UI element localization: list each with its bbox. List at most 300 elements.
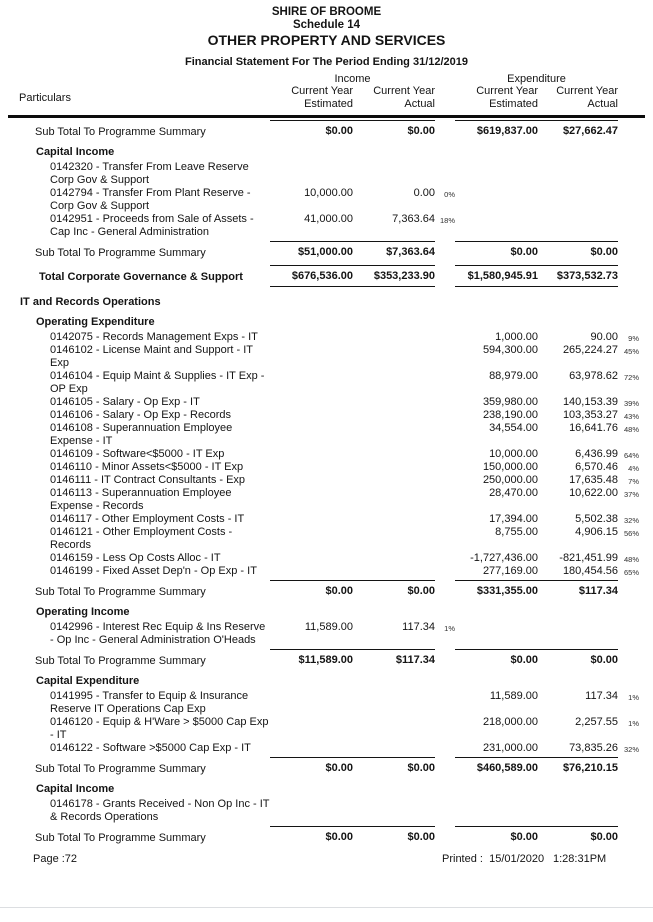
income-percent-value — [435, 474, 455, 477]
account-row — [0, 474, 653, 487]
account-label-line2: Corp Gov & Support — [50, 173, 150, 186]
income-estimated-value — [270, 422, 353, 423]
expenditure-percent-value: 32% — [623, 744, 639, 754]
income-estimated-header-line1: Current Year — [291, 85, 353, 97]
expenditure-actual-value: -821,451.99 — [559, 551, 618, 564]
income-actual-header-line2: Actual — [404, 98, 435, 110]
expenditure-percent-value — [618, 187, 639, 190]
expenditure-estimated-value: 150,000.00 — [482, 460, 538, 473]
account-label — [0, 344, 270, 370]
expenditure-estimated-value: 359,980.00 — [482, 395, 538, 408]
expenditure-percent-value: 48% — [623, 424, 639, 434]
expenditure-actual-total: $0.00 — [538, 826, 618, 844]
income-percent-value — [435, 487, 455, 490]
expenditure-percent-value: 48% — [623, 554, 639, 564]
account-label-line1: 0146105 - Salary - Op Exp - IT — [50, 395, 200, 408]
account-row — [0, 396, 653, 409]
income-estimated-total: $0.00 — [270, 826, 353, 844]
expenditure-estimated-value — [455, 161, 538, 162]
account-label-line1: 0142320 - Transfer From Leave Reserve — [50, 160, 249, 173]
income-actual-value — [353, 798, 435, 799]
account-label-line1: 0142951 - Proceeds from Sale of Assets - — [50, 212, 254, 225]
expenditure-actual-value: 6,436.99 — [575, 447, 618, 460]
expenditure-estimated-total: $619,837.00 — [455, 120, 538, 138]
expenditure-estimated-value: 238,190.00 — [482, 408, 538, 421]
account-label — [0, 487, 270, 513]
income-percent-value — [435, 565, 455, 568]
account-row — [0, 552, 653, 565]
subtotal-label: Sub Total To Programme Summary — [35, 654, 206, 667]
expenditure-estimated-total: $460,589.00 — [455, 757, 538, 775]
account-label — [0, 187, 270, 213]
income-estimated-header — [270, 85, 353, 111]
expenditure-percent-value: 7% — [628, 476, 639, 486]
expenditure-actual-value: 10,622.00 — [569, 486, 618, 499]
expenditure-actual-total: $0.00 — [538, 241, 618, 259]
account-label-line1: 0146113 - Superannuation Employee — [50, 486, 232, 499]
expenditure-actual-value — [538, 798, 618, 799]
expenditure-estimated-value — [455, 621, 538, 622]
account-row — [0, 716, 653, 742]
expenditure-percent-value — [618, 621, 639, 624]
account-label-line1: 0146106 - Salary - Op Exp - Records — [50, 408, 231, 421]
income-percent-value — [435, 161, 455, 164]
expenditure-percent-header-spacer — [618, 85, 639, 86]
account-row — [0, 798, 653, 824]
income-estimated-value — [270, 565, 353, 566]
expenditure-percent-value: 1% — [628, 692, 639, 702]
income-actual-value — [353, 474, 435, 475]
subtotal-row — [0, 580, 653, 599]
expenditure-actual-header — [538, 85, 618, 111]
expenditure-group-header: Expenditure — [507, 73, 566, 85]
section-heading: Capital Income — [36, 145, 115, 158]
income-estimated-value — [270, 552, 353, 553]
account-label-line1: 0146109 - Software<$5000 - IT Exp — [50, 447, 225, 460]
account-label — [0, 526, 270, 552]
income-actual-value: 7,363.64 — [392, 212, 435, 225]
expenditure-actual-value: 73,835.26 — [569, 741, 618, 754]
expenditure-actual-value: 4,906.15 — [575, 525, 618, 538]
account-label-line2: - IT — [50, 728, 67, 741]
group-spacer — [0, 73, 270, 74]
income-actual-value — [353, 422, 435, 423]
income-estimated-value — [270, 331, 353, 332]
income-actual-value: 117.34 — [402, 620, 435, 633]
expenditure-estimated-value: -1,727,436.00 — [470, 551, 538, 564]
percent-spacer — [435, 120, 455, 127]
account-label — [0, 716, 270, 742]
income-estimated-total: $0.00 — [270, 120, 353, 138]
expenditure-estimated-header — [455, 85, 538, 111]
expenditure-estimated-value: 218,000.00 — [482, 715, 538, 728]
account-label-line1: 0146104 - Equip Maint & Supplies - IT Exp - — [50, 369, 265, 382]
income-estimated-total: $11,589.00 — [270, 649, 353, 667]
income-percent-value — [435, 422, 455, 425]
percent-spacer — [618, 580, 639, 587]
income-estimated-value — [270, 448, 353, 449]
income-estimated-value: 11,589.00 — [304, 620, 353, 633]
income-actual-total: $0.00 — [353, 757, 435, 775]
income-percent-value: 18% — [439, 215, 455, 225]
income-actual-value — [353, 716, 435, 717]
account-label-line2: Expense - IT — [50, 434, 113, 447]
account-row — [0, 331, 653, 344]
expenditure-actual-value: 265,224.27 — [562, 343, 618, 356]
income-actual-value — [353, 487, 435, 488]
expenditure-estimated-value — [455, 187, 538, 188]
subtotal-row — [0, 241, 653, 260]
income-actual-value — [353, 161, 435, 162]
income-percent-value — [435, 344, 455, 347]
expenditure-estimated-value: 8,755.00 — [495, 525, 538, 538]
header-rule — [8, 115, 645, 118]
account-label-line2: Corp Gov & Support — [50, 199, 150, 212]
expenditure-estimated-value: 277,169.00 — [482, 564, 538, 577]
income-percent-value — [435, 552, 455, 555]
income-actual-total: $0.00 — [353, 580, 435, 598]
column-header-row — [0, 85, 653, 111]
subtotal-label: Sub Total To Programme Summary — [35, 585, 206, 598]
account-label-line1: 0146121 - Other Employment Costs - — [50, 525, 233, 538]
expenditure-percent-value — [618, 798, 639, 801]
account-label — [0, 690, 270, 716]
income-percent-value — [435, 798, 455, 801]
income-estimated-value — [270, 742, 353, 743]
expenditure-estimated-total: $0.00 — [455, 826, 538, 844]
account-label-line2: & Records Operations — [50, 810, 159, 823]
schedule-title: Schedule 14 — [292, 19, 361, 31]
expenditure-percent-value: 64% — [623, 450, 639, 460]
account-label — [0, 474, 270, 487]
account-label — [0, 213, 270, 239]
income-estimated-total: $51,000.00 — [270, 241, 353, 259]
account-label — [0, 621, 270, 647]
programme-heading: IT and Records Operations — [20, 295, 161, 308]
income-estimated-value — [270, 716, 353, 717]
income-actual-total: $0.00 — [353, 120, 435, 138]
income-actual-header — [353, 85, 435, 111]
account-row — [0, 344, 653, 370]
account-row — [0, 487, 653, 513]
income-actual-value — [353, 344, 435, 345]
income-estimated-value — [270, 798, 353, 799]
expenditure-actual-value: 180,454.56 — [562, 564, 618, 577]
account-label — [0, 409, 270, 422]
percent-spacer — [618, 120, 639, 127]
income-actual-total: $353,233.90 — [353, 265, 435, 287]
section-heading: Operating Income — [36, 605, 130, 618]
percent-spacer — [618, 265, 639, 268]
account-row — [0, 422, 653, 448]
income-actual-value — [353, 448, 435, 449]
account-row — [0, 742, 653, 755]
account-label-line1: 0146199 - Fixed Asset Dep'n - Op Exp - IT — [50, 564, 257, 577]
income-actual-total: $117.34 — [353, 649, 435, 667]
account-label — [0, 461, 270, 474]
report-title: OTHER PROPERTY AND SERVICES — [207, 32, 446, 48]
percent-spacer — [618, 241, 639, 248]
expenditure-actual-total: $76,210.15 — [538, 757, 618, 775]
percent-spacer — [435, 265, 455, 268]
income-estimated-value — [270, 396, 353, 397]
expenditure-actual-value: 6,570.46 — [575, 460, 618, 473]
account-row — [0, 213, 653, 239]
percent-spacer — [435, 757, 455, 764]
account-row — [0, 448, 653, 461]
report-header — [0, 0, 653, 68]
account-label — [0, 742, 270, 755]
income-actual-value — [353, 396, 435, 397]
report-subtitle: Financial Statement For The Period Ending 31/12/2019 — [184, 56, 469, 68]
expenditure-actual-value: 90.00 — [590, 330, 618, 343]
income-estimated-value — [270, 461, 353, 462]
account-label-line1: 0146122 - Software >$5000 Cap Exp - IT — [50, 741, 251, 754]
expenditure-estimated-value: 231,000.00 — [482, 741, 538, 754]
percent-spacer — [435, 580, 455, 587]
expenditure-estimated-value: 594,300.00 — [482, 343, 538, 356]
subtotal-row — [0, 826, 653, 845]
income-actual-value — [353, 513, 435, 514]
income-actual-value — [353, 331, 435, 332]
expenditure-estimated-total: $0.00 — [455, 649, 538, 667]
account-label-line1: 0146111 - IT Contract Consultants - Exp — [50, 473, 246, 486]
account-label — [0, 798, 270, 824]
expenditure-actual-header-line1: Current Year — [556, 85, 618, 97]
income-percent-value — [435, 331, 455, 334]
expenditure-actual-value: 2,257.55 — [575, 715, 618, 728]
income-estimated-value: 10,000.00 — [304, 186, 353, 199]
expenditure-actual-total: $27,662.47 — [538, 120, 618, 138]
income-estimated-value — [270, 370, 353, 371]
income-percent-value — [435, 461, 455, 464]
expenditure-percent-value: 9% — [628, 333, 639, 343]
expenditure-actual-value — [538, 161, 618, 162]
income-estimated-value — [270, 344, 353, 345]
account-label — [0, 161, 270, 187]
expenditure-percent-value: 56% — [623, 528, 639, 538]
income-estimated-value: 41,000.00 — [304, 212, 353, 225]
subtotal-row — [0, 120, 653, 139]
report-rows — [0, 120, 653, 845]
expenditure-percent-value: 65% — [623, 567, 639, 577]
expenditure-estimated-value: 28,470.00 — [489, 486, 538, 499]
account-label-line1: 0146108 - Superannuation Employee — [50, 421, 233, 434]
printed-date: 15/01/2020 — [489, 853, 545, 865]
percent-spacer — [618, 649, 639, 656]
expenditure-percent-value: 72% — [623, 372, 639, 382]
percent-spacer — [435, 649, 455, 656]
expenditure-actual-value — [538, 187, 618, 188]
expenditure-percent-value: 1% — [628, 718, 639, 728]
percent-spacer — [435, 826, 455, 833]
page-number: Page :72 — [33, 853, 78, 865]
expenditure-percent-value — [618, 213, 639, 216]
income-estimated-total: $0.00 — [270, 757, 353, 775]
income-actual-value — [353, 370, 435, 371]
account-row — [0, 513, 653, 526]
account-label-line2: Expense - Records — [50, 499, 144, 512]
account-label-line2: OP Exp — [50, 382, 88, 395]
expenditure-actual-value: 117.34 — [585, 689, 618, 702]
income-actual-total: $0.00 — [353, 826, 435, 844]
subtotal-label: Sub Total To Programme Summary — [35, 762, 206, 775]
expenditure-estimated-total: $331,355.00 — [455, 580, 538, 598]
expenditure-estimated-value: 250,000.00 — [482, 473, 538, 486]
expenditure-estimated-header-line2: Estimated — [489, 98, 538, 110]
expenditure-percent-value: 4% — [628, 463, 639, 473]
account-label-line1: 0141995 - Transfer to Equip & Insurance — [50, 689, 249, 702]
expenditure-actual-value: 5,502.38 — [575, 512, 618, 525]
income-percent-value — [435, 526, 455, 529]
expenditure-percent-value: 37% — [623, 489, 639, 499]
percent-spacer — [618, 757, 639, 764]
column-group-row — [0, 73, 653, 85]
account-label-line2: Records — [50, 538, 91, 551]
account-row — [0, 621, 653, 647]
income-estimated-header-line2: Estimated — [304, 98, 353, 110]
income-estimated-total: $676,536.00 — [270, 265, 353, 287]
subtotal-row — [0, 649, 653, 668]
income-estimated-value — [270, 526, 353, 527]
account-label — [0, 331, 270, 344]
account-row — [0, 526, 653, 552]
account-row — [0, 370, 653, 396]
income-actual-value — [353, 690, 435, 691]
expenditure-actual-value: 63,978.62 — [569, 369, 618, 382]
income-actual-value: 0.00 — [413, 186, 435, 199]
income-percent-value — [435, 513, 455, 516]
expenditure-estimated-value: 1,000.00 — [495, 330, 538, 343]
subtotal-label: Sub Total To Programme Summary — [35, 831, 206, 844]
expenditure-actual-value — [538, 213, 618, 214]
account-row — [0, 409, 653, 422]
account-label-line2: - Op Inc - General Administration O'Heads — [50, 633, 256, 646]
income-actual-header-line1: Current Year — [373, 85, 435, 97]
printed-stamp — [442, 853, 544, 866]
expenditure-estimated-value — [455, 213, 538, 214]
subtotal-label: Sub Total To Programme Summary — [35, 125, 206, 138]
income-actual-value — [353, 565, 435, 566]
expenditure-percent-value: 32% — [623, 515, 639, 525]
income-percent-value — [435, 370, 455, 373]
account-row — [0, 187, 653, 213]
account-label-line1: 0142075 - Records Management Exps - IT — [50, 330, 258, 343]
expenditure-estimated-header-line1: Current Year — [476, 85, 538, 97]
expenditure-estimated-value: 17,394.00 — [489, 512, 538, 525]
account-row — [0, 461, 653, 474]
account-label-line2: Cap Inc - General Administration — [50, 225, 209, 238]
percent-spacer — [618, 826, 639, 833]
income-actual-value — [353, 526, 435, 527]
expenditure-actual-total: $373,532.73 — [538, 265, 618, 287]
account-label-line1: 0146178 - Grants Received - Non Op Inc - IT — [50, 797, 270, 810]
expenditure-estimated-value — [455, 798, 538, 799]
income-estimated-total: $0.00 — [270, 580, 353, 598]
expenditure-actual-value: 16,641.76 — [569, 421, 618, 434]
expenditure-actual-value: 17,635.48 — [569, 473, 618, 486]
expenditure-estimated-value: 11,589.00 — [489, 689, 538, 702]
expenditure-estimated-value: 34,554.00 — [489, 421, 538, 434]
account-label — [0, 565, 270, 578]
total-row — [0, 265, 653, 287]
income-group-header: Income — [334, 73, 371, 85]
subtotal-label: Sub Total To Programme Summary — [35, 246, 206, 259]
page-bottom-edge — [0, 907, 653, 908]
account-label-line1: 0142794 - Transfer From Plant Reserve - — [50, 186, 251, 199]
income-estimated-value — [270, 409, 353, 410]
income-estimated-value — [270, 513, 353, 514]
income-actual-value — [353, 409, 435, 410]
account-label — [0, 513, 270, 526]
income-percent-value — [435, 742, 455, 745]
expenditure-percent-value — [618, 161, 639, 164]
account-label-line1: 0146110 - Minor Assets<$5000 - IT Exp — [50, 460, 244, 473]
account-label-line1: 0142996 - Interest Rec Equip & Ins Reserve — [50, 620, 266, 633]
income-percent-value: 0% — [444, 189, 455, 199]
income-percent-value — [435, 716, 455, 719]
account-row — [0, 565, 653, 578]
section-heading: Operating Expenditure — [36, 315, 155, 328]
account-label-line1: 0146117 - Other Employment Costs - IT — [50, 512, 245, 525]
income-estimated-value — [270, 690, 353, 691]
particulars-header: Particulars — [19, 91, 71, 104]
income-percent-value: 1% — [444, 623, 455, 633]
expenditure-actual-value — [538, 621, 618, 622]
income-actual-value — [353, 461, 435, 462]
expenditure-percent-value: 39% — [623, 398, 639, 408]
account-label — [0, 422, 270, 448]
expenditure-estimated-value: 10,000.00 — [489, 447, 538, 460]
expenditure-actual-header-line2: Actual — [587, 98, 618, 110]
account-label-line1: 0146120 - Equip & H'Ware > $5000 Cap Exp — [50, 715, 269, 728]
income-actual-total: $7,363.64 — [353, 241, 435, 259]
income-percent-value — [435, 448, 455, 451]
expenditure-percent-value: 45% — [623, 346, 639, 356]
section-heading: Capital Expenditure — [36, 674, 140, 687]
organisation-title: SHIRE OF BROOME — [271, 6, 382, 18]
table-header — [0, 73, 653, 118]
account-label-line1: 0146102 - License Maint and Support - IT — [50, 343, 254, 356]
percent-spacer — [435, 241, 455, 248]
income-estimated-value — [270, 487, 353, 488]
income-estimated-value — [270, 161, 353, 162]
section-heading: Capital Income — [36, 782, 115, 795]
account-row — [0, 161, 653, 187]
expenditure-actual-value: 140,153.39 — [562, 395, 618, 408]
income-actual-value — [353, 552, 435, 553]
printed-label: Printed : — [442, 853, 483, 865]
total-label: Total Corporate Governance & Support — [39, 270, 243, 283]
income-estimated-value — [270, 474, 353, 475]
income-percent-value — [435, 690, 455, 693]
expenditure-actual-value: 103,353.27 — [562, 408, 618, 421]
account-label — [0, 448, 270, 461]
income-percent-value — [435, 396, 455, 399]
account-label — [0, 396, 270, 409]
account-row — [0, 690, 653, 716]
expenditure-percent-value: 43% — [623, 411, 639, 421]
account-label-line2: Exp — [50, 356, 69, 369]
expenditure-actual-total: $117.34 — [538, 580, 618, 598]
income-percent-header-spacer — [435, 85, 455, 86]
income-actual-value — [353, 742, 435, 743]
account-label — [0, 552, 270, 565]
expenditure-estimated-total: $1,580,945.91 — [455, 265, 538, 287]
expenditure-actual-total: $0.00 — [538, 649, 618, 667]
account-label — [0, 370, 270, 396]
printed-time: 1:28:31PM — [553, 853, 607, 865]
